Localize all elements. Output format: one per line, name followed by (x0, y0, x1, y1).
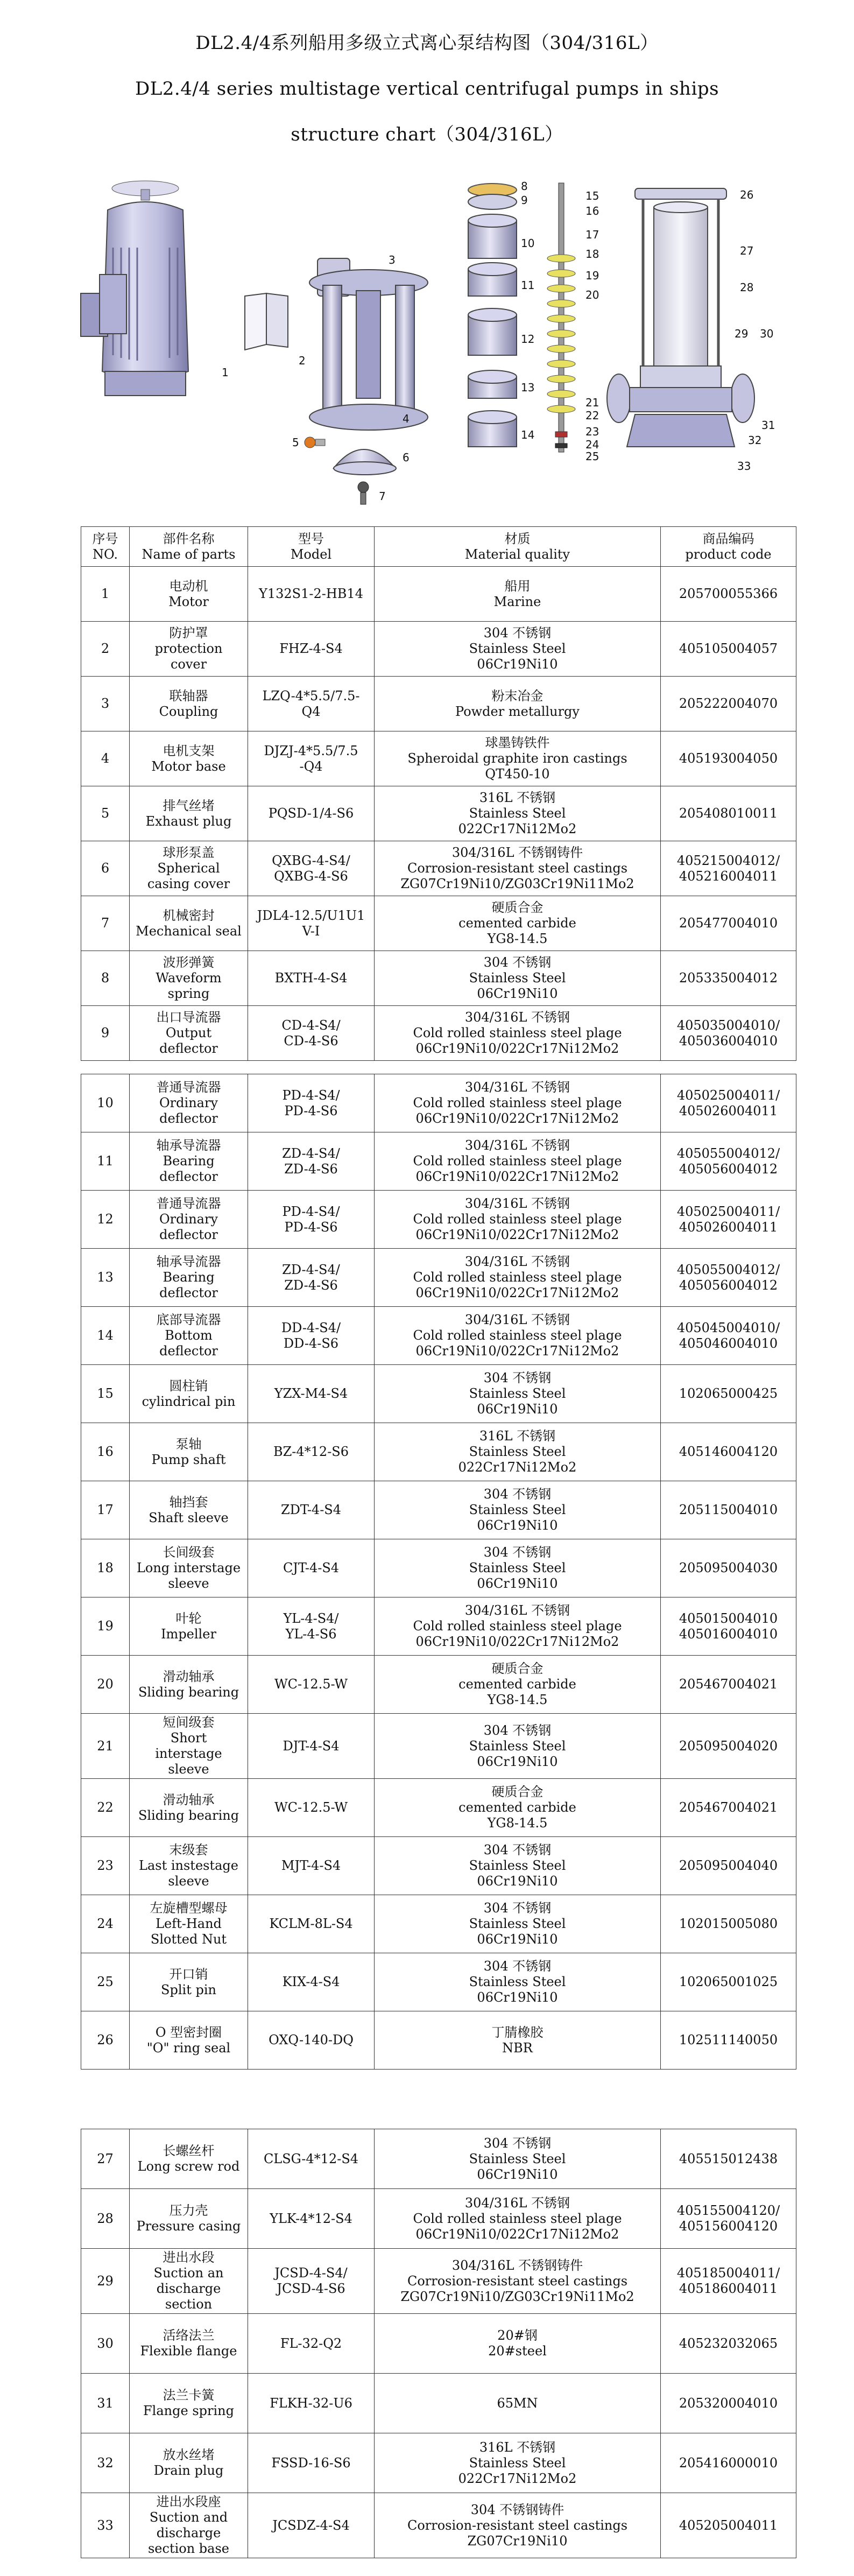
part-material: 304 不锈钢 Stainless Steel 06Cr19Ni10 (375, 1953, 661, 2011)
part-number: 12 (81, 1191, 130, 1249)
part-model: MJT-4-S4 (248, 1837, 375, 1895)
part-model: KCLM-8L-S4 (248, 1895, 375, 1953)
part-code: 405146004120 (661, 1423, 796, 1481)
part-material: 304 不锈钢铸件 Corrosion-resistant steel castings ZG07Cr19Ni10 (375, 2493, 661, 2558)
part-name: 排气丝堵 Exhaust plug (130, 786, 248, 841)
part-number: 7 (81, 896, 130, 951)
parts-table-2 (81, 1074, 796, 2070)
parts-table-3 (81, 2129, 796, 2558)
part-number: 30 (81, 2314, 130, 2374)
part-material: 304 不锈钢 Stainless Steel 06Cr19Ni10 (375, 2129, 661, 2189)
callout-27: 27 (740, 244, 754, 257)
table-row (81, 622, 796, 677)
part-material: 硬质合金 cemented carbide YG8-14.5 (375, 1656, 661, 1714)
callout-7: 7 (379, 490, 386, 503)
callout-26: 26 (740, 188, 754, 201)
part-material: 304/316L 不锈钢铸件 Corrosion-resistant steel castings ZG07Cr19Ni10/ZG03Cr19Ni11Mo2 (375, 841, 661, 896)
part-number: 27 (81, 2129, 130, 2189)
part-name: 轴承导流器 Bearing deflector (130, 1132, 248, 1191)
callout-5: 5 (292, 436, 299, 449)
table-row (81, 1837, 796, 1895)
part-model: ZDT-4-S4 (248, 1481, 375, 1539)
part-model: FSSD-16-S6 (248, 2433, 375, 2493)
part-name: 普通导流器 Ordinary deflector (130, 1074, 248, 1132)
part-name: 出口导流器 Output deflector (130, 1006, 248, 1061)
table-row (81, 1714, 796, 1779)
callout-31: 31 (761, 419, 775, 432)
callout-4: 4 (403, 412, 410, 425)
part-name: 圆柱销 cylindrical pin (130, 1365, 248, 1423)
part-number: 32 (81, 2433, 130, 2493)
part-name: 波形弹簧 Waveform spring (130, 951, 248, 1006)
parts-table-1 (81, 526, 796, 1061)
deflector-stack-shape (468, 184, 517, 447)
callout-2: 2 (299, 354, 306, 367)
part-number: 4 (81, 731, 130, 786)
part-code: 205335004012 (661, 951, 796, 1006)
part-code: 205416000010 (661, 2433, 796, 2493)
callout-23: 23 (585, 425, 599, 438)
callout-16: 16 (585, 205, 599, 217)
motor-base-shape (309, 258, 428, 430)
callout-12: 12 (521, 333, 535, 346)
title-chinese: DL2.4/4系列船用多级立式离心泵结构图（304/316L） (195, 32, 659, 54)
part-number: 20 (81, 1656, 130, 1714)
part-material: 20#钢 20#steel (375, 2314, 661, 2374)
header-name: 部件名称 Name of parts (130, 527, 248, 567)
table-row (81, 1365, 796, 1423)
table-row (81, 1132, 796, 1191)
part-code: 405185004011/ 405186004011 (661, 2249, 796, 2314)
callout-13: 13 (521, 381, 535, 394)
table-row (81, 2189, 796, 2249)
header-material: 材质 Material quality (375, 527, 661, 567)
part-model: PD-4-S4/ PD-4-S6 (248, 1191, 375, 1249)
part-code: 102065001025 (661, 1953, 796, 2011)
part-material: 304/316L 不锈钢 Cold rolled stainless steel plage 06Cr19Ni10/022Cr17Ni12Mo2 (375, 1597, 661, 1656)
table-header-row (81, 527, 796, 567)
part-material: 65MN (375, 2374, 661, 2433)
part-model: YLK-4*12-S4 (248, 2189, 375, 2249)
part-model: YL-4-S4/ YL-4-S6 (248, 1597, 375, 1656)
part-name: 电动机 Motor (130, 567, 248, 622)
part-name: 左旋槽型螺母 Left-Hand Slotted Nut (130, 1895, 248, 1953)
part-name: 滑动轴承 Sliding bearing (130, 1779, 248, 1837)
part-material: 304 不锈钢 Stainless Steel 06Cr19Ni10 (375, 1539, 661, 1597)
part-code: 102015005080 (661, 1895, 796, 1953)
table-row (81, 677, 796, 731)
callout-11: 11 (521, 279, 535, 292)
table-row (81, 951, 796, 1006)
part-code: 205467004021 (661, 1779, 796, 1837)
part-name: 防护罩 protection cover (130, 622, 248, 677)
table-row (81, 786, 796, 841)
part-code: 205095004020 (661, 1714, 796, 1779)
part-name: 进出水段座 Suction and discharge section base (130, 2493, 248, 2558)
part-name: 电机支架 Motor base (130, 731, 248, 786)
part-material: 304 不锈钢 Stainless Steel 06Cr19Ni10 (375, 1837, 661, 1895)
part-number: 10 (81, 1074, 130, 1132)
table-row (81, 1895, 796, 1953)
part-code: 405193004050 (661, 731, 796, 786)
table-row (81, 1656, 796, 1714)
part-number: 18 (81, 1539, 130, 1597)
table-row (81, 2374, 796, 2433)
callout-33: 33 (737, 460, 751, 473)
part-model: KIX-4-S4 (248, 1953, 375, 2011)
part-code: 102511140050 (661, 2011, 796, 2070)
part-code: 405155004120/ 405156004120 (661, 2189, 796, 2249)
callout-17: 17 (585, 228, 599, 241)
table-row (81, 1953, 796, 2011)
part-material: 船用 Marine (375, 567, 661, 622)
part-name: 短间级套 Short interstage sleeve (130, 1714, 248, 1779)
callout-24: 24 (585, 438, 599, 451)
part-name: 轴挡套 Shaft sleeve (130, 1481, 248, 1539)
part-code: 405015004010 405016004010 (661, 1597, 796, 1656)
pressure-casing-shape (607, 188, 754, 447)
part-material: 304 不锈钢 Stainless Steel 06Cr19Ni10 (375, 622, 661, 677)
callout-1: 1 (222, 366, 229, 379)
part-material: 316L 不锈钢 Stainless Steel 022Cr17Ni12Mo2 (375, 2433, 661, 2493)
table-row (81, 2433, 796, 2493)
part-name: 轴承导流器 Bearing deflector (130, 1249, 248, 1307)
part-material: 304 不锈钢 Stainless Steel 06Cr19Ni10 (375, 1895, 661, 1953)
part-number: 23 (81, 1837, 130, 1895)
part-code: 205095004040 (661, 1837, 796, 1895)
callout-14: 14 (521, 428, 535, 441)
part-model: FLKH-32-U6 (248, 2374, 375, 2433)
part-material: 硬质合金 cemented carbide YG8-14.5 (375, 896, 661, 951)
part-number: 31 (81, 2374, 130, 2433)
part-code: 405215004012/ 405216004011 (661, 841, 796, 896)
part-number: 29 (81, 2249, 130, 2314)
part-material: 硬质合金 cemented carbide YG8-14.5 (375, 1779, 661, 1837)
part-name: 底部导流器 Bottom deflector (130, 1307, 248, 1365)
part-model: WC-12.5-W (248, 1656, 375, 1714)
callout-21: 21 (585, 396, 599, 409)
part-material: 304 不锈钢 Stainless Steel 06Cr19Ni10 (375, 1714, 661, 1779)
part-number: 6 (81, 841, 130, 896)
part-number: 2 (81, 622, 130, 677)
part-material: 304/316L 不锈钢铸件 Corrosion-resistant steel castings ZG07Cr19Ni10/ZG03Cr19Ni11Mo2 (375, 2249, 661, 2314)
part-model: ZD-4-S4/ ZD-4-S6 (248, 1249, 375, 1307)
part-model: CJT-4-S4 (248, 1539, 375, 1597)
part-number: 13 (81, 1249, 130, 1307)
part-name: 普通导流器 Ordinary deflector (130, 1191, 248, 1249)
part-model: QXBG-4-S4/ QXBG-4-S6 (248, 841, 375, 896)
part-number: 14 (81, 1307, 130, 1365)
part-name: 末级套 Last instestage sleeve (130, 1837, 248, 1895)
part-code: 405515012438 (661, 2129, 796, 2189)
part-code: 405232032065 (661, 2314, 796, 2374)
part-model: PQSD-1/4-S6 (248, 786, 375, 841)
part-number: 15 (81, 1365, 130, 1423)
table-row (81, 567, 796, 622)
part-code: 405035004010/ 405036004010 (661, 1006, 796, 1061)
part-code: 405045004010/ 405046004010 (661, 1307, 796, 1365)
part-number: 1 (81, 567, 130, 622)
motor-shape (81, 181, 188, 396)
part-material: 304 不锈钢 Stainless Steel 06Cr19Ni10 (375, 951, 661, 1006)
table-row (81, 1307, 796, 1365)
pump-illustration (81, 178, 796, 506)
part-model: DJT-4-S4 (248, 1714, 375, 1779)
part-name: 放水丝堵 Drain plug (130, 2433, 248, 2493)
part-number: 16 (81, 1423, 130, 1481)
part-model: FL-32-Q2 (248, 2314, 375, 2374)
table-row (81, 1074, 796, 1132)
part-model: DJZJ-4*5.5/7.5 -Q4 (248, 731, 375, 786)
table-row (81, 2314, 796, 2374)
part-model: DD-4-S4/ DD-4-S6 (248, 1307, 375, 1365)
callout-20: 20 (585, 288, 599, 301)
part-number: 5 (81, 786, 130, 841)
part-model: CLSG-4*12-S4 (248, 2129, 375, 2189)
table-row (81, 2249, 796, 2314)
part-name: 长间级套 Long interstage sleeve (130, 1539, 248, 1597)
callout-3: 3 (389, 254, 396, 266)
part-model: LZQ-4*5.5/7.5- Q4 (248, 677, 375, 731)
part-name: 长螺丝杆 Long screw rod (130, 2129, 248, 2189)
title-english-line1: DL2.4/4 series multistage vertical centrifugal pumps in ships (135, 78, 719, 100)
part-number: 22 (81, 1779, 130, 1837)
part-name: O 型密封圈 "O" ring seal (130, 2011, 248, 2070)
part-material: 304/316L 不锈钢 Cold rolled stainless steel plage 06Cr19Ni10/022Cr17Ni12Mo2 (375, 2189, 661, 2249)
callout-10: 10 (521, 237, 535, 250)
part-model: FHZ-4-S4 (248, 622, 375, 677)
table-row (81, 2129, 796, 2189)
callout-32: 32 (748, 434, 762, 447)
part-code: 205095004030 (661, 1539, 796, 1597)
table-row (81, 841, 796, 896)
part-code: 205467004021 (661, 1656, 796, 1714)
callout-25: 25 (585, 450, 599, 463)
part-name: 法兰卡簧 Flange spring (130, 2374, 248, 2433)
part-name: 机械密封 Mechanical seal (130, 896, 248, 951)
title-block (0, 31, 854, 168)
pump-shaft-shape (547, 183, 575, 452)
part-material: 304/316L 不锈钢 Cold rolled stainless steel plage 06Cr19Ni10/022Cr17Ni12Mo2 (375, 1307, 661, 1365)
part-material: 粉末冶金 Powder metallurgy (375, 677, 661, 731)
part-code: 405055004012/ 405056004012 (661, 1132, 796, 1191)
part-number: 21 (81, 1714, 130, 1779)
header-no: 序号 NO. (81, 527, 130, 567)
part-code: 205115004010 (661, 1481, 796, 1539)
part-material: 丁腈橡胶 NBR (375, 2011, 661, 2070)
part-model: YZX-M4-S4 (248, 1365, 375, 1423)
part-name: 活络法兰 Flexible flange (130, 2314, 248, 2374)
table-row (81, 1249, 796, 1307)
part-number: 19 (81, 1597, 130, 1656)
protection-cover-shape (245, 293, 288, 350)
table-row (81, 1597, 796, 1656)
part-material: 316L 不锈钢 Stainless Steel 022Cr17Ni12Mo2 (375, 1423, 661, 1481)
part-model: PD-4-S4/ PD-4-S6 (248, 1074, 375, 1132)
part-number: 9 (81, 1006, 130, 1061)
part-number: 8 (81, 951, 130, 1006)
callout-9: 9 (521, 194, 528, 207)
part-number: 11 (81, 1132, 130, 1191)
part-material: 304 不锈钢 Stainless Steel 06Cr19Ni10 (375, 1365, 661, 1423)
part-model: OXQ-140-DQ (248, 2011, 375, 2070)
part-model: CD-4-S4/ CD-4-S6 (248, 1006, 375, 1061)
table-row (81, 1481, 796, 1539)
callout-30: 30 (760, 327, 774, 340)
part-material: 304/316L 不锈钢 Cold rolled stainless steel plage 06Cr19Ni10/022Cr17Ni12Mo2 (375, 1191, 661, 1249)
part-model: JDL4-12.5/U1U1 V-I (248, 896, 375, 951)
part-code: 405105004057 (661, 622, 796, 677)
part-number: 25 (81, 1953, 130, 2011)
part-code: 405025004011/ 405026004011 (661, 1191, 796, 1249)
header-code: 商品编码 product code (661, 527, 796, 567)
table-row (81, 1539, 796, 1597)
callout-6: 6 (403, 451, 410, 464)
part-code: 205222004070 (661, 677, 796, 731)
part-model: ZD-4-S4/ ZD-4-S6 (248, 1132, 375, 1191)
part-code: 205408010011 (661, 786, 796, 841)
table-row (81, 1779, 796, 1837)
part-code: 205700055366 (661, 567, 796, 622)
part-name: 压力壳 Pressure casing (130, 2189, 248, 2249)
part-number: 26 (81, 2011, 130, 2070)
part-name: 泵轴 Pump shaft (130, 1423, 248, 1481)
part-code: 205477004010 (661, 896, 796, 951)
part-code: 405025004011/ 405026004011 (661, 1074, 796, 1132)
part-model: JCSDZ-4-S4 (248, 2493, 375, 2558)
part-name: 进出水段 Suction an discharge section (130, 2249, 248, 2314)
callout-28: 28 (740, 281, 754, 294)
part-material: 304/316L 不锈钢 Cold rolled stainless steel plage 06Cr19Ni10/022Cr17Ni12Mo2 (375, 1249, 661, 1307)
part-model: JCSD-4-S4/ JCSD-4-S6 (248, 2249, 375, 2314)
callout-19: 19 (585, 269, 599, 282)
part-number: 3 (81, 677, 130, 731)
callout-29: 29 (735, 327, 749, 340)
part-name: 叶轮 Impeller (130, 1597, 248, 1656)
part-model: WC-12.5-W (248, 1779, 375, 1837)
part-material: 316L 不锈钢 Stainless Steel 022Cr17Ni12Mo2 (375, 786, 661, 841)
callout-15: 15 (585, 189, 599, 202)
part-name: 滑动轴承 Sliding bearing (130, 1656, 248, 1714)
callout-18: 18 (585, 248, 599, 261)
part-name: 开口销 Split pin (130, 1953, 248, 2011)
callout-22: 22 (585, 409, 599, 422)
part-model: BZ-4*12-S6 (248, 1423, 375, 1481)
part-number: 28 (81, 2189, 130, 2249)
part-material: 球墨铸铁件 Spheroidal graphite iron castings QT450-10 (375, 731, 661, 786)
exploded-diagram (81, 178, 796, 506)
part-number: 17 (81, 1481, 130, 1539)
table-row (81, 1006, 796, 1061)
part-number: 24 (81, 1895, 130, 1953)
table-row (81, 896, 796, 951)
callout-8: 8 (521, 180, 528, 193)
part-name: 球形泵盖 Spherical casing cover (130, 841, 248, 896)
part-material: 304/316L 不锈钢 Cold rolled stainless steel plage 06Cr19Ni10/022Cr17Ni12Mo2 (375, 1006, 661, 1061)
part-material: 304/316L 不锈钢 Cold rolled stainless steel plage 06Cr19Ni10/022Cr17Ni12Mo2 (375, 1132, 661, 1191)
title-english-line2: structure chart（304/316L） (291, 124, 563, 145)
part-model: Y132S1-2-HB14 (248, 567, 375, 622)
part-model: BXTH-4-S4 (248, 951, 375, 1006)
part-code: 405055004012/ 405056004012 (661, 1249, 796, 1307)
table-row (81, 731, 796, 786)
table-row (81, 2011, 796, 2070)
table-row (81, 1423, 796, 1481)
part-name: 联轴器 Coupling (130, 677, 248, 731)
part-code: 102065000425 (661, 1365, 796, 1423)
part-code: 205320004010 (661, 2374, 796, 2433)
table-row (81, 1191, 796, 1249)
header-model: 型号 Model (248, 527, 375, 567)
part-number: 33 (81, 2493, 130, 2558)
part-code: 405205004011 (661, 2493, 796, 2558)
part-material: 304 不锈钢 Stainless Steel 06Cr19Ni10 (375, 1481, 661, 1539)
part-material: 304/316L 不锈钢 Cold rolled stainless steel plage 06Cr19Ni10/022Cr17Ni12Mo2 (375, 1074, 661, 1132)
table-row (81, 2493, 796, 2558)
